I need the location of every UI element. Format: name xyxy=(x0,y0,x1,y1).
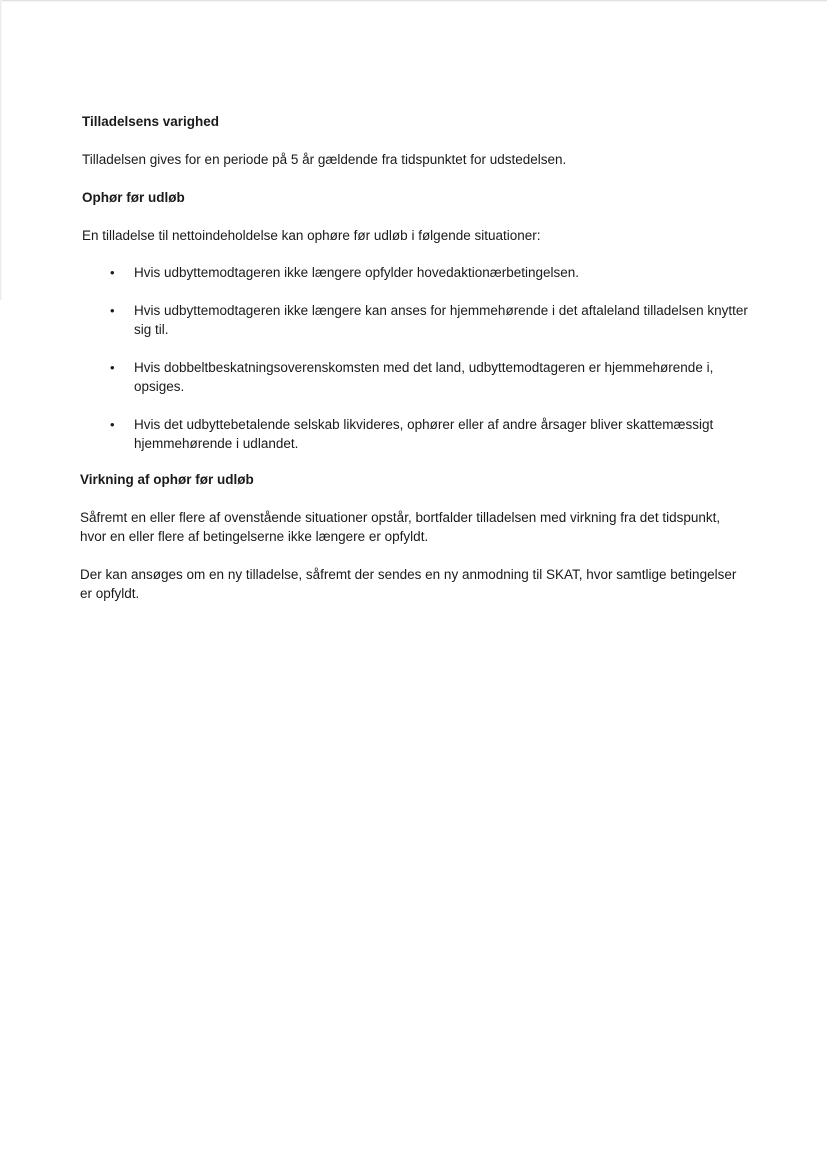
bullet-icon: • xyxy=(110,265,115,280)
list-item-text: Hvis det udbyttebetalende selskab likvideres, ophører eller af andre årsager bliver skattemæssigt hjemmehørende i udlandet. xyxy=(134,417,714,451)
bullet-icon: • xyxy=(110,303,115,318)
paragraph-new-application: Der kan ansøges om en ny tilladelse, såfremt der sendes en ny anmodning til SKAT, hvor samtlige betingelser er opfyldt. xyxy=(80,567,737,601)
heading-early-termination: Ophør før udløb xyxy=(82,190,185,205)
list-item-text: Hvis dobbeltbeskatningsoverenskomsten med det land, udbyttemodtageren er hjemmehørende i, opsiges. xyxy=(134,360,714,394)
bullet-icon: • xyxy=(110,417,115,432)
heading-effect-of-termination: Virkning af ophør før udløb xyxy=(80,472,254,487)
paragraph-termination-intro: En tilladelse til nettoindeholdelse kan ophøre før udløb i følgende situationer: xyxy=(82,228,541,243)
list-item-text: Hvis udbyttemodtageren ikke længere opfylder hovedaktionærbetingelsen. xyxy=(134,265,580,280)
bullet-icon: • xyxy=(110,360,115,375)
list-item-text: Hvis udbyttemodtageren ikke længere kan anses for hjemmehørende i det aftaleland tilladelsen knytter sig til. xyxy=(134,303,748,337)
paragraph-permit-duration: Tilladelsen gives for en periode på 5 år gældende fra tidspunktet for udstedelsen. xyxy=(82,152,567,167)
paragraph-effect-of-termination: Såfremt en eller flere af ovenstående situationer opstår, bortfalder tilladelsen med virkning fra det tidspunkt, hvor en eller flere af betingelserne ikke længere er opfyldt. xyxy=(80,510,721,544)
heading-permit-duration: Tilladelsens varighed xyxy=(82,114,220,129)
